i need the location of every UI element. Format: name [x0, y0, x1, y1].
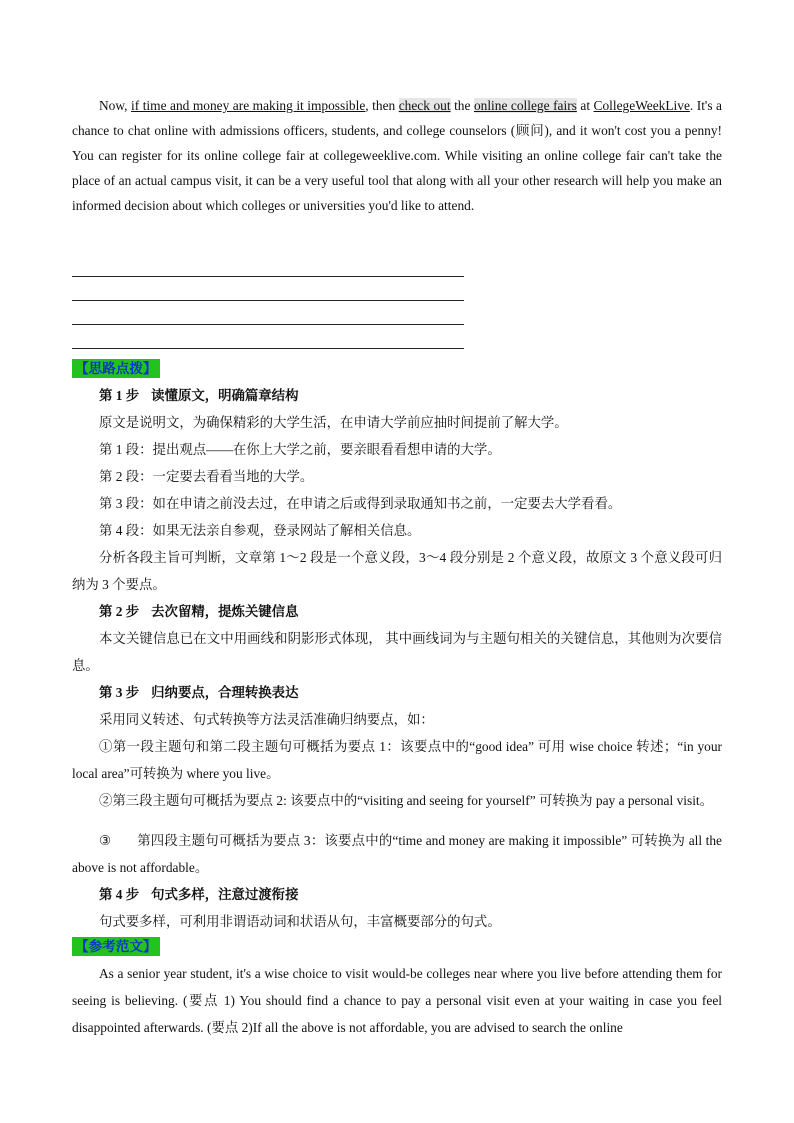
- step-number: 第 3 步: [99, 685, 140, 700]
- step1-para2: 第 2 段：一定要去看看当地的大学。: [99, 469, 314, 484]
- step-title: 读懂原文，明确篇章结构: [151, 388, 299, 403]
- step2-text: 本文关键信息已在文中用画线和阴影形式体现， 其中画线词为与主题句相关的关键信息，其他则为次要信息。: [72, 631, 722, 673]
- step1-para1: 第 1 段：提出观点——在你上大学之前，要亲眼看看想申请的大学。: [99, 442, 501, 457]
- item-number: ③: [99, 833, 112, 848]
- item-text: 第四段主题句可概括为要点 3：该要点中的“time and money are making it impossible” 可转换为 all the above is not affordable。: [72, 833, 722, 875]
- step4-text: 句式要多样，可利用非谓语动词和状语从句，丰富概要部分的句式。: [99, 914, 501, 929]
- passage-text: at: [576, 98, 594, 113]
- passage-text: the: [450, 98, 474, 113]
- key-phrase-shaded: online college fairs: [473, 98, 577, 113]
- step3-item1: ①第一段主题句和第二段主题句可概括为要点 1：该要点中的“good idea” 可用 wise choice 转述；“in your local area”可转换为 where you live。: [72, 739, 722, 781]
- step1-para4: 第 4 段：如果无法亲自参观，登录网站了解相关信息。: [99, 523, 421, 538]
- answer-lines: [72, 254, 464, 349]
- step3-intro: 采用同义转述、句式转换等方法灵活准确归纳要点，如：: [99, 712, 434, 727]
- step-number: 第 2 步: [99, 604, 140, 619]
- step-title: 句式多样，注意过渡衔接: [151, 887, 299, 902]
- step3-heading: [72, 679, 722, 706]
- step-title: 归纳要点，合理转换表达: [151, 685, 299, 700]
- step2-heading: [72, 598, 722, 625]
- passage-paragraph: [72, 93, 722, 218]
- passage-text: . It's a chance to chat online with admissions officers, students, and college counselors (顾问), and it won't cost you a penny! You can register for its online college fair at collegeweeklive.com. While visiting an online college fair can't take the place of an actual campus visit, it can be a very useful tool that along with all your other research will help you make an informed decision about which colleges or universities you'd like to attend.: [72, 98, 722, 213]
- step3-item3: [72, 827, 722, 881]
- step-number: 第 1 步: [99, 388, 140, 403]
- step3-item2: ②第三段主题句可概括为要点 2: 该要点中的“visiting and seeing for yourself” 可转换为 pay a personal visit。: [99, 793, 714, 808]
- answer-line[interactable]: [72, 254, 464, 277]
- key-phrase-underlined: if time and money are making it impossible: [131, 98, 366, 113]
- answer-line[interactable]: [72, 325, 464, 349]
- sample-tag: 【参考范文】: [72, 937, 160, 956]
- passage-text: , then: [365, 98, 399, 113]
- answer-line[interactable]: [72, 277, 464, 301]
- step1-summary: 分析各段主旨可判断，文章第 1～2 段是一个意义段，3～4 段分别是 2 个意义段，故原文 3 个意义段可归纳为 3 个要点。: [72, 550, 722, 592]
- step1-heading: [72, 382, 722, 409]
- answer-line[interactable]: [72, 301, 464, 325]
- step-number: 第 4 步: [99, 887, 140, 902]
- step1-para3: 第 3 段：如在申请之前没去过，在申请之后或得到录取通知书之前，一定要去大学看看。: [99, 496, 622, 511]
- key-phrase-shaded: check out: [398, 98, 451, 113]
- step4-heading: [72, 881, 722, 908]
- passage-lead: Now,: [99, 98, 132, 113]
- step1-intro: 原文是说明文，为确保精彩的大学生活，在申请大学前应抽时间提前了解大学。: [99, 415, 568, 430]
- key-phrase-underlined: CollegeWeekLive: [593, 98, 690, 113]
- step-title: 去次留精，提炼关键信息: [151, 604, 299, 619]
- analysis-tag: 【思路点拨】: [72, 359, 160, 378]
- page-content: [72, 93, 722, 1041]
- sample-essay: As a senior year student, it's a wise choice to visit would-be colleges near where you live before attending them for seeing is believing. (要点 1) You should find a chance to pay a personal visit even at your waiting in case you feel disappointed afterwards. (要点 2)If all the above is not affordable, you are advised to search the online: [72, 966, 722, 1035]
